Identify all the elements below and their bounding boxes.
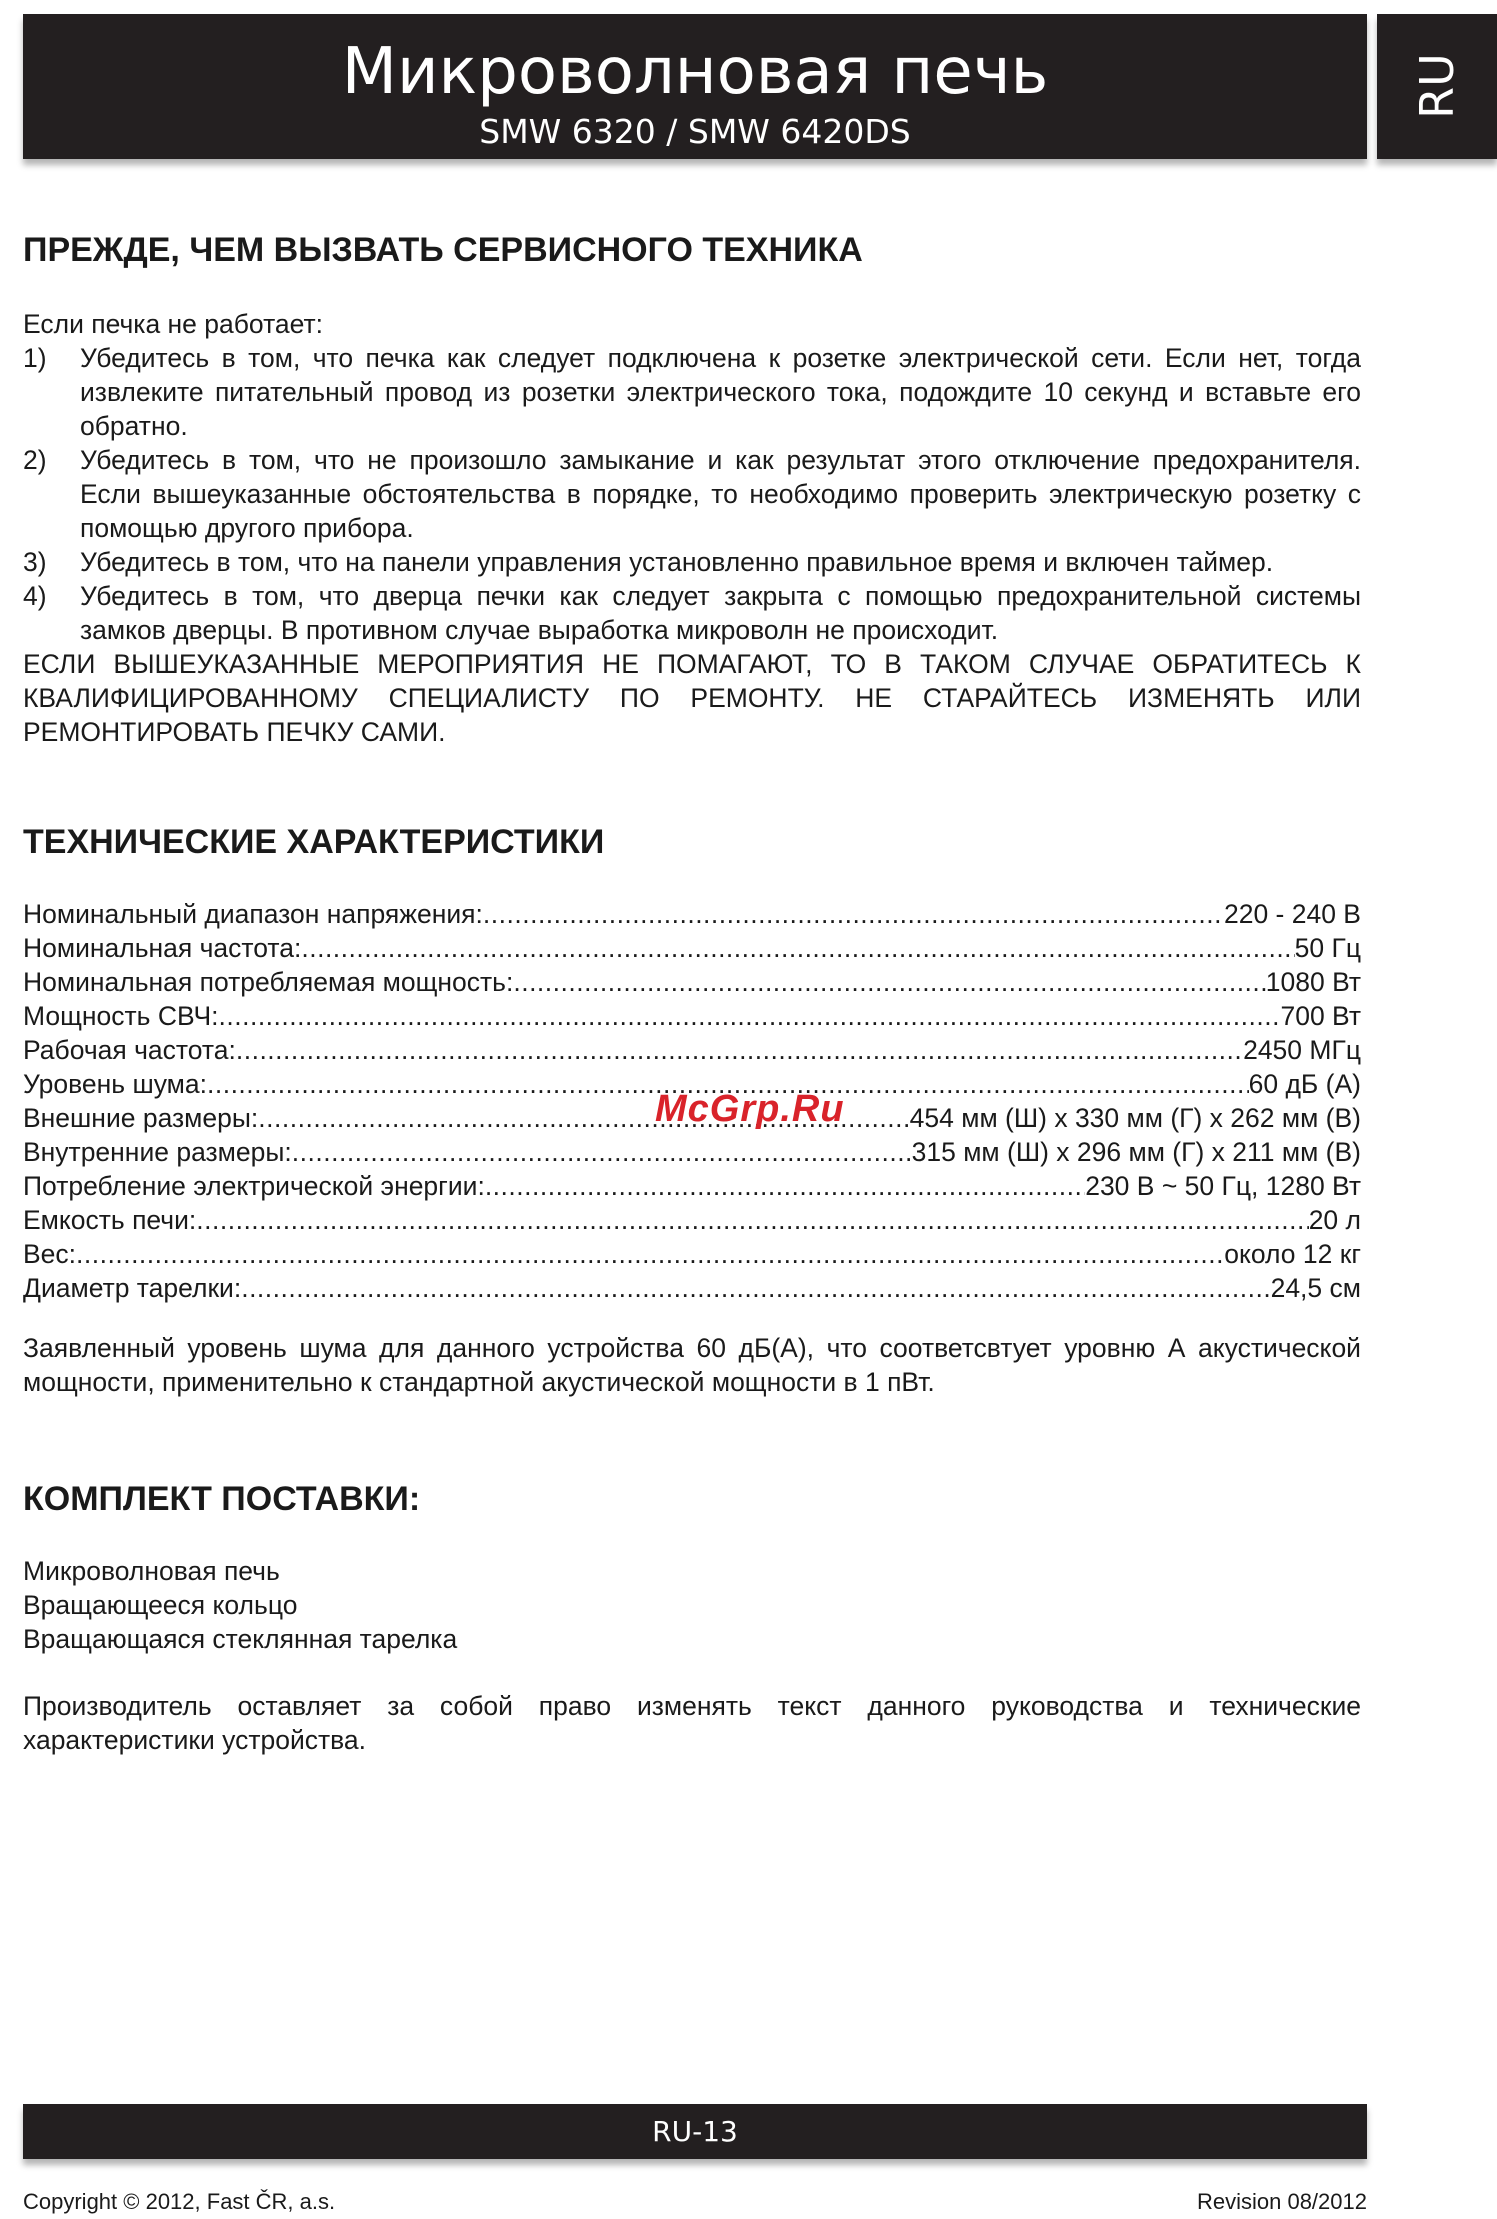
spec-label: Мощность СВЧ: (23, 1001, 219, 1031)
spec-value: 24,5 см (1270, 1273, 1361, 1303)
spec-row (23, 965, 1361, 999)
spec-label: Внутренние размеры: (23, 1137, 292, 1167)
spec-value: около 12 кг (1224, 1239, 1361, 1269)
spec-value: 315 мм (Ш) x 296 мм (Г) x 211 мм (В) (911, 1137, 1361, 1167)
spec-row (23, 1033, 1361, 1067)
spec-label: Номинальная частота: (23, 933, 302, 963)
watermark-logo: McGrp.Ru (655, 1088, 845, 1130)
spec-row (23, 1203, 1361, 1237)
spec-value: 20 л (1308, 1205, 1361, 1235)
leader-dots (76, 1237, 1224, 1271)
specs-heading: ТЕХНИЧЕСКИЕ ХАРАКТЕРИСТИКИ (23, 823, 605, 861)
header-bar (23, 14, 1367, 159)
spec-label: Номинальная потребляемая мощность: (23, 967, 514, 997)
spec-value: 1080 Вт (1265, 967, 1361, 997)
spec-row (23, 897, 1361, 931)
list-item-number: 1) (23, 343, 47, 373)
list-item-text: Убедитесь в том, что печка как следует подключена к розетке электрической сети. Если нет, тогда извлеките питательный провод из розетки электрического тока, подождите 10 секунд и вставьте его обратно. (80, 343, 1361, 441)
leader-dots (301, 931, 1294, 965)
spec-value: 230 В ~ 50 Гц, 1280 Вт (1085, 1171, 1361, 1201)
leader-dots (219, 999, 1281, 1033)
model-numbers: SMW 6320 / SMW 6420DS (479, 112, 911, 151)
leader-dots (292, 1135, 912, 1169)
package-heading: КОМПЛЕКТ ПОСТАВКИ: (23, 1480, 421, 1518)
page-title: Микроволновая печь (341, 35, 1049, 109)
spec-row (23, 999, 1361, 1033)
spec-value: 454 мм (Ш) x 330 мм (Г) x 262 мм (В) (909, 1103, 1361, 1133)
package-item: Микроволновая печь (23, 1556, 280, 1586)
spec-label: Внешние размеры: (23, 1103, 259, 1133)
spec-value: 50 Гц (1294, 933, 1361, 963)
list-item-number: 2) (23, 445, 47, 475)
list-item-text: Убедитесь в том, что на панели управления установленно правильное время и включен таймер. (80, 547, 1274, 577)
leader-dots (241, 1271, 1270, 1305)
spec-label: Номинальный диапазон напряжения: (23, 899, 483, 929)
spec-label: Потребление электрической энергии: (23, 1171, 485, 1201)
spec-label: Емкость печи: (23, 1205, 197, 1235)
package-item: Вращающаяся стеклянная тарелка (23, 1624, 458, 1654)
spec-value: 220 - 240 В (1223, 899, 1361, 929)
spec-label: Вес: (23, 1239, 77, 1269)
list-item (23, 341, 1361, 443)
spec-label: Уровень шума: (23, 1069, 207, 1099)
warning-text: ЕСЛИ ВЫШЕУКАЗАННЫЕ МЕРОПРИЯТИЯ НЕ ПОМАГАЮТ, ТО В ТАКОМ СЛУЧАЕ ОБРАТИТЕСЬ К КВАЛИФИЦИРОВАННОМУ СПЕЦИАЛИСТУ ПО РЕМОНТУ. НЕ СТАРАЙТЕСЬ ИЗМЕНЯТЬ ИЛИ РЕМОНТИРОВАТЬ ПЕЧКУ САМИ. (23, 649, 1361, 747)
package-item: Вращающееся кольцо (23, 1590, 298, 1620)
list-item-text: Убедитесь в том, что не произошло замыкание и как результат этого отключение предохранителя. Если вышеуказанные обстоятельства в порядке, то необходимо проверить электрическую розетку с помощью другого прибора. (80, 445, 1361, 543)
leader-dots (196, 1203, 1308, 1237)
spec-row (23, 1271, 1361, 1305)
leader-dots (236, 1033, 1243, 1067)
footer-bar (23, 2104, 1367, 2159)
list-item-number: 4) (23, 581, 47, 611)
copyright: Copyright © 2012, Fast ČR, a.s. (23, 2189, 336, 2214)
list-item-text: Убедитесь в том, что дверца печки как следует закрыта с помощью предохранительной системы замков дверцы. В противном случае выработка микроволн не происходит. (80, 581, 1361, 645)
list-item (23, 579, 1361, 647)
spec-row (23, 1237, 1361, 1271)
language-label: RU (1410, 53, 1464, 119)
noise-note: Заявленный уровень шума для данного устройства 60 дБ(А), что соответсвтует уровню А акустической мощности, применительно к стандартной акустической мощности в 1 пВт. (23, 1333, 1361, 1397)
spec-row (23, 1169, 1361, 1203)
list-item (23, 545, 1361, 579)
spec-row (23, 1135, 1361, 1169)
service-intro: Если печка не работает: (23, 309, 324, 339)
spec-value: 60 дБ (А) (1248, 1069, 1361, 1099)
spec-row (23, 931, 1361, 965)
list-item-number: 3) (23, 547, 47, 577)
leader-dots (483, 897, 1224, 931)
spec-value: 2450 МГц (1243, 1035, 1361, 1065)
language-tab (1377, 14, 1497, 159)
leader-dots (513, 965, 1265, 999)
revision: Revision 08/2012 (1196, 2189, 1367, 2214)
spec-value: 700 Вт (1280, 1001, 1361, 1031)
service-heading: ПРЕЖДЕ, ЧЕМ ВЫЗВАТЬ СЕРВИСНОГО ТЕХНИКА (23, 231, 863, 269)
page-number: RU-13 (652, 2115, 738, 2148)
spec-label: Рабочая частота: (23, 1035, 236, 1065)
leader-dots (485, 1169, 1085, 1203)
disclaimer: Производитель оставляет за собой право изменять текст данного руководства и технические характеристики устройства. (23, 1691, 1361, 1755)
spec-label: Диаметр тарелки: (23, 1273, 242, 1303)
list-item (23, 443, 1361, 545)
